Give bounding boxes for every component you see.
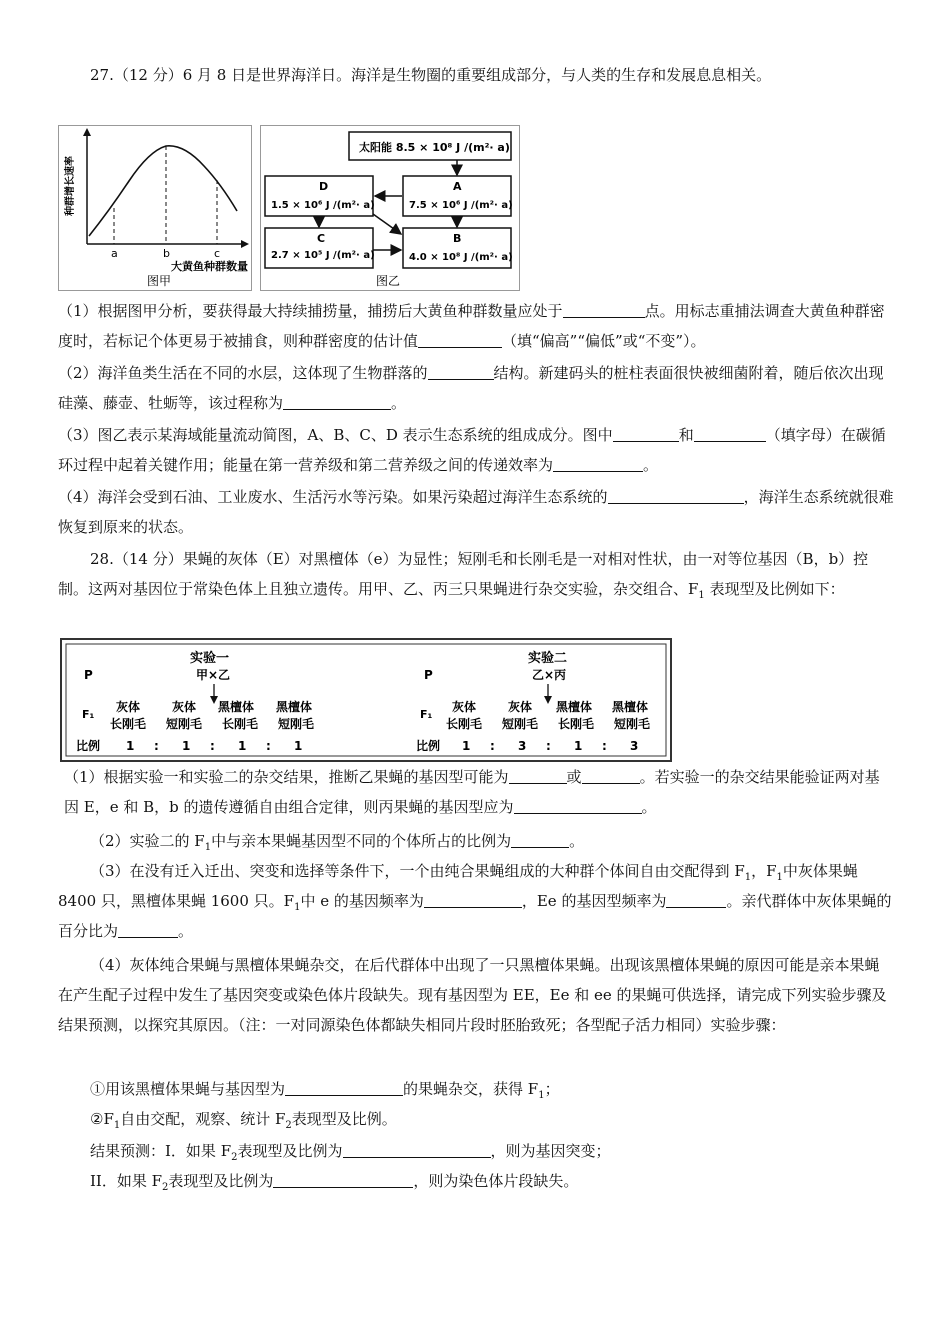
exp1-ratio-5: :: [266, 739, 271, 753]
answer-blank[interactable]: [511, 832, 569, 848]
exp1-cross: 甲×乙: [196, 668, 231, 682]
exp1-pheno1-a: 灰体: [116, 700, 141, 714]
exp1-pheno4-b: 短刚毛: [278, 717, 315, 731]
exp1-f1: F₁: [82, 708, 95, 721]
q27-intro: 27.（12 分）6 月 8 日是世界海洋日。海洋是生物圈的重要组成部分，与人类的生存和发展息息相关。: [90, 66, 772, 84]
figure-a-xlabel: 大黄鱼种群数量: [171, 260, 248, 273]
answer-blank[interactable]: [613, 426, 679, 442]
box-c-value: 2.7 × 10⁵ J /(m²· a): [271, 250, 375, 261]
figure-a-curve: [89, 146, 237, 236]
subscript: 1: [294, 902, 301, 913]
q28-part1-text-b: 或: [566, 768, 582, 786]
q28-part2-text-a: （2）实验二的 F: [90, 832, 205, 850]
q28-result2-text-c: ，则为染色体片段缺失。: [413, 1172, 579, 1190]
q27-part1-text-b: 点。用标志重捕法调查大黄鱼种群密度时，若标记个体更易于被捕食，则种群密度的估计值: [58, 302, 885, 350]
answer-blank[interactable]: [563, 302, 645, 318]
q28-intro-text: 28.（14 分）果蝇的灰体（E）对黑檀体（e）为显性；短刚毛和长刚毛是一对相对性状，由一对等位基因（B，b）控制。这两对基因位于常染色体上且独立遗传。用甲、乙、丙三只果蝇进行杂交实验，杂交组合、F: [58, 550, 869, 598]
subscript: 2: [285, 1120, 292, 1131]
answer-blank[interactable]: [608, 488, 744, 504]
exp2-ratio-0: 1: [462, 739, 471, 753]
exp2-title: 实验二: [528, 651, 568, 666]
figure-a-tick-a: a: [111, 247, 118, 260]
subscript: 1: [538, 1090, 545, 1101]
exp2-pheno2-a: 灰体: [508, 700, 533, 714]
q28-step2-text-c: 表现型及比例。: [291, 1110, 397, 1128]
q27-part2-text-c: 。: [391, 394, 407, 412]
q28-step1-text-c: ；: [544, 1080, 560, 1098]
figure-b-svg: [261, 126, 519, 290]
exp2-arrowhead: [544, 696, 552, 704]
cross-table-svg: [62, 640, 670, 760]
exp2-ratio-2: 3: [518, 739, 527, 753]
exp2-p: P: [424, 668, 433, 682]
q28-part3-text-c: 中灰体果蝇 8400 只，黑檀体果蝇 1600 只。F: [58, 862, 858, 910]
exp2-ratio-3: :: [546, 739, 551, 753]
box-d-label: D: [319, 180, 329, 193]
q28-part4: （4）灰体纯合果蝇与黑檀体果蝇杂交，在后代群体中出现了一只黑檀体果蝇。出现该黑檀体果蝇的原因可能是亲本果蝇在产生配子过程中发生了基因突变或染色体片段缺失。现有基因型为 EE，Ee 和 ee 的果蝇可供选择，请完成下列实验步骤及结果预测，以探究其原因。（注：一对同源染色体都缺失相同片段时胚胎致死；各型配子活力相同）实验步骤：: [58, 956, 887, 1034]
box-c-label: C: [317, 232, 326, 245]
exp1-ratio-label: 比例: [76, 739, 101, 753]
q27-part2: [58, 358, 894, 418]
answer-blank[interactable]: [118, 922, 178, 938]
subscript: 2: [231, 1152, 238, 1163]
q27-part3-text-c: （填字母）在碳循环过程中起着关键作用；能量在第一营养级和第二营养级之间的传递效率为: [58, 426, 886, 474]
q28-part3-text-b: ，F: [751, 862, 777, 880]
answer-blank[interactable]: [283, 394, 391, 410]
q28-result1-text-c: ，则为基因突变；: [490, 1142, 611, 1160]
exp1-pheno3-b: 长刚毛: [222, 717, 259, 731]
figure-a-tick-b: b: [163, 247, 170, 260]
q28-intro-text-end: 表现型及比例如下：: [704, 580, 845, 598]
figure-a-ylabel: 种群增长速率: [65, 156, 76, 216]
exp2-cross: 乙×丙: [532, 668, 567, 682]
answer-blank[interactable]: [666, 892, 726, 908]
q28-part3-text-g: 。: [178, 922, 194, 940]
exp2-ratio-4: 1: [574, 739, 583, 753]
q28-part2-text-b: 中与亲本果蝇基因型不同的个体所占的比例为: [211, 832, 512, 850]
box-b-value: 4.0 × 10⁸ J /(m²· a): [409, 252, 513, 263]
subscript: 1: [698, 590, 705, 601]
q27-part3-text-a: （3）图乙表示某海域能量流动简图，A、B、C、D 表示生态系统的组成成分。图中: [58, 426, 613, 444]
q28-part3: [58, 856, 894, 946]
q28-part3-text-e: ，Ee 的基因型频率为: [521, 892, 667, 910]
exp1-arrowhead: [210, 696, 218, 704]
q27-part1-text-a: （1）根据图甲分析，要获得最大持续捕捞量，捕捞后大黄鱼种群数量应处于: [58, 302, 563, 320]
exp1-title: 实验一: [190, 651, 230, 666]
exp2-ratio-1: :: [490, 739, 495, 753]
q28-step2-text-b: 自由交配，观察、统计 F: [120, 1110, 286, 1128]
q28-result2-text-a: II．如果 F: [90, 1172, 163, 1190]
box-d-value: 1.5 × 10⁶ J /(m²· a): [271, 200, 375, 211]
exp1-pheno1-b: 长刚毛: [110, 717, 147, 731]
answer-blank[interactable]: [514, 798, 642, 814]
q27-part3: [58, 420, 894, 480]
q27-part2-text-b: 结构。新建码头的桩柱表面很快被细菌附着，随后依次出现硅藻、藤壶、牡蛎等，该过程称为: [58, 364, 884, 412]
exp2-pheno1-b: 长刚毛: [446, 717, 483, 731]
exp2-pheno4-a: 黑檀体: [612, 700, 649, 714]
figure-a-tick-c: c: [214, 247, 221, 260]
subscript: 2: [162, 1182, 169, 1193]
exp2-pheno3-a: 黑檀体: [556, 700, 593, 714]
q28-part2-text-c: 。: [569, 832, 585, 850]
figure-b-caption: 图乙: [376, 274, 401, 288]
q28-result2-text-b: 表现型及比例为: [168, 1172, 274, 1190]
q28-step2: [90, 1104, 890, 1134]
answer-blank[interactable]: [694, 426, 766, 442]
q27-part1-text-c: （填“偏高”“偏低”或“不变”）。: [502, 332, 706, 350]
exp1-pheno2-a: 灰体: [172, 700, 197, 714]
q28-step1: [90, 1074, 890, 1104]
q28-step2-text-a: ②F: [90, 1110, 114, 1128]
q28-part1-text-a: （1）根据实验一和实验二的杂交结果，推断乙果蝇的基因型可能为: [64, 768, 509, 786]
q28-step1-text-b: 的果蝇杂交，获得 F: [403, 1080, 539, 1098]
q28-part3-text-d: 中 e 的基因频率为: [300, 892, 424, 910]
q27-part4-text-b: ，海洋生态系统就很难恢复到原来的状态。: [58, 488, 894, 536]
q28-part1: [64, 762, 894, 822]
answer-blank[interactable]: [509, 768, 567, 784]
exp1-p: P: [84, 668, 93, 682]
q28-part3-text-f: 。亲代群体中灰体果蝇的百分比为: [58, 892, 892, 940]
q27-part1: [58, 296, 894, 356]
exp1-pheno4-a: 黑檀体: [276, 700, 313, 714]
exp2-pheno1-a: 灰体: [452, 700, 477, 714]
q28-result1-text-a: 结果预测：I．如果 F: [90, 1142, 232, 1160]
answer-blank[interactable]: [424, 892, 522, 908]
q28-intro: [58, 544, 894, 604]
exp2-ratio-label: 比例: [416, 739, 441, 753]
q28-result2: [90, 1166, 890, 1196]
exp1-ratio-3: :: [210, 739, 215, 753]
exp2-ratio-6: 3: [630, 739, 639, 753]
q28-part1-text-c: 。若实验一的杂交结果能验证两对基因 E，e 和 B，b 的遗传遵循自由组合定律，则丙果蝇的基因型应为: [64, 768, 880, 816]
exp1-pheno3-a: 黑檀体: [218, 700, 255, 714]
box-b-label: B: [453, 232, 462, 245]
exp1-ratio-6: 1: [294, 739, 303, 753]
exp1-pheno2-b: 短刚毛: [166, 717, 203, 731]
exp1-ratio-0: 1: [126, 739, 135, 753]
figure-a-caption: 图甲: [147, 274, 172, 288]
exp1-ratio-1: :: [154, 739, 159, 753]
exp1-ratio-4: 1: [238, 739, 247, 753]
arrow-d-b: [373, 214, 401, 234]
q27-part2-text-a: （2）海洋鱼类生活在不同的水层，这体现了生物群落的: [58, 364, 428, 382]
subscript: 1: [776, 872, 783, 883]
answer-blank[interactable]: [273, 1172, 413, 1188]
figure-a: [58, 125, 252, 291]
subscript: 1: [744, 872, 752, 883]
answer-blank[interactable]: [582, 768, 640, 784]
exp2-ratio-5: :: [602, 739, 607, 753]
exp2-pheno2-b: 短刚毛: [502, 717, 539, 731]
q28-step1-text-a: ①用该黑檀体果蝇与基因型为: [90, 1080, 286, 1098]
answer-blank[interactable]: [343, 1142, 491, 1158]
cross-table: [60, 638, 672, 762]
answer-blank[interactable]: [285, 1080, 403, 1096]
q28-result1-text-b: 表现型及比例为: [237, 1142, 343, 1160]
q28-result1: [90, 1136, 890, 1166]
exp2-f1: F₁: [420, 708, 433, 721]
q27-part4-text-a: （4）海洋会受到石油、工业废水、生活污水等污染。如果污染超过海洋生态系统的: [58, 488, 608, 506]
exp1-ratio-2: 1: [182, 739, 191, 753]
box-sun-text: 太阳能 8.5 × 10⁸ J /(m²· a): [359, 141, 510, 154]
exp2-pheno4-b: 短刚毛: [614, 717, 651, 731]
answer-blank[interactable]: [428, 364, 494, 380]
answer-blank[interactable]: [553, 456, 643, 472]
figure-b: [260, 125, 520, 291]
q27-part4: [58, 482, 894, 542]
q27-part3-text-d: 。: [643, 456, 659, 474]
subscript: 1: [113, 1120, 121, 1131]
q27-part3-text-b: 和: [678, 426, 694, 444]
figure-a-svg: [59, 126, 251, 290]
q28-part3-text-a: （3）在没有迁入迁出、突变和选择等条件下，一个由纯合果蝇组成的大种群个体间自由交配得到 F: [90, 862, 745, 880]
figure-a-y-arrow: [83, 128, 91, 136]
box-a-value: 7.5 × 10⁶ J /(m²· a): [409, 200, 513, 211]
q28-part1-text-d: 。: [641, 798, 657, 816]
exp2-pheno3-b: 长刚毛: [558, 717, 595, 731]
q28-part2: [58, 826, 894, 856]
answer-blank[interactable]: [418, 332, 502, 348]
subscript: 1: [204, 842, 212, 853]
figure-a-x-arrow: [241, 240, 249, 248]
box-a-label: A: [453, 180, 462, 193]
